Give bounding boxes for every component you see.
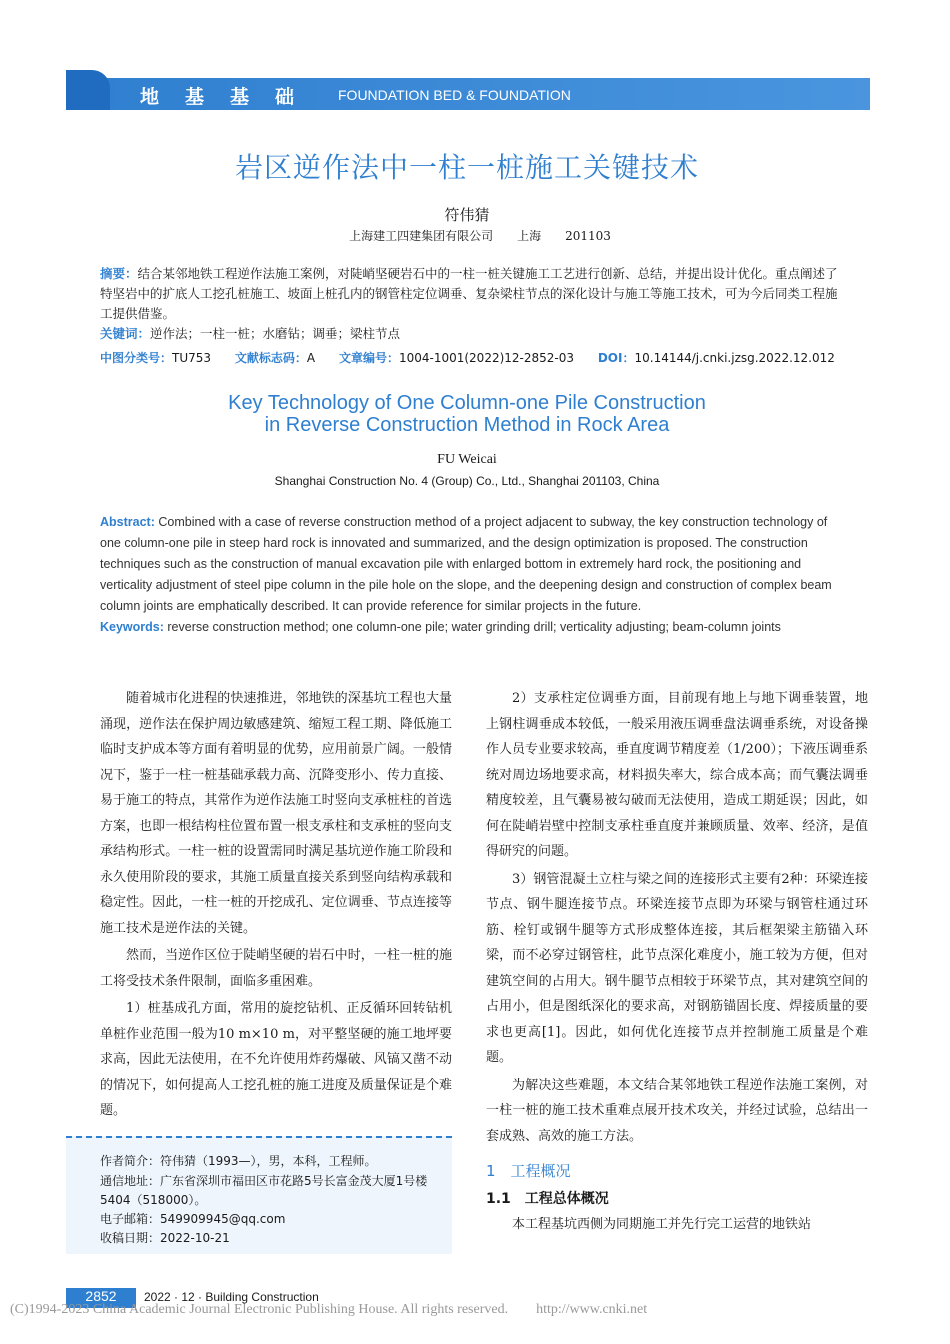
page-number: 2852 — [66, 1288, 136, 1308]
keywords-zh-label: 关键词： — [100, 326, 151, 341]
body-paragraph: 2）支承柱定位调垂方面，目前现有地上与地下调垂装置，地上钢柱调垂成本较低，一般采用液压调垂盘法调垂系统，对设备操作人员专业要求较高，垂直度调节精度差（1/200）；下液压调垂系统对周边场地要求高，材料损失率大，综合成本高；而气囊法调垂精度较差，且气囊易被勾破而无法使用，造成工期延误；因此，如何在陡峭岩壁中控制支承柱垂直度并兼顾质量、效率、经济，是值得研究的问题。 — [486, 691, 868, 859]
english-title-line1: Key Technology of One Column-one Pile Construction — [228, 392, 706, 414]
body-paragraph: 本工程基坑西侧为同期施工并先行完工运营的地铁站 — [512, 1217, 812, 1232]
body-paragraph: 1）桩基成孔方面，常用的旋挖钻机、正反循环回转钻机单桩作业范围一般为10 m×10 m，对平整坚硬的施工地坪要求高，因此无法使用，在不允许使用炸药爆破、风镐又凿不动的情况下，如何提高人工挖孔桩的施工进度及质量保证是个难题。 — [100, 1001, 452, 1118]
author-name: 符伟猜 — [444, 206, 490, 224]
body-paragraph: 3）钢管混凝土立柱与梁之间的连接形式主要有2种：环梁连接节点、钢牛腿连接节点。环梁连接节点即为环梁与钢管柱通过环筋、栓钉或钢牛腿等方式形成整体连接，其后框架梁主筋锚入环梁，而不必穿过钢管柱，此节点深化难度小，施工较为方便，但对建筑空间的占用大。钢牛腿节点相较于环梁节点，其对建筑空间的占用小，但是图纸深化的要求高，对钢筋锚固长度、焊接质量的要求也更高[1]。因此，如何优化连接节点并控制施工质量是个难题。 — [486, 871, 868, 1065]
clc-label: 中图分类号： — [100, 351, 173, 365]
article-no-value: 1004-1001(2022)12-2852-03 — [398, 351, 575, 365]
author-note-box — [66, 1136, 452, 1254]
section-title-en: FOUNDATION BED & FOUNDATION — [338, 87, 571, 103]
author-address: 通信地址：广东省深圳市福田区市花路5号长富金茂大厦1号楼5404（518000）。 — [100, 1174, 428, 1207]
journal-footer: 2022 · 12 · Building Construction — [144, 1290, 319, 1304]
paper-title: 岩区逆作法中一柱一桩施工关键技术 — [234, 151, 699, 184]
clc-value: TU753 — [172, 351, 212, 365]
section-header-tab — [66, 70, 110, 110]
english-author: FU Weicai — [437, 452, 497, 467]
doi-label: DOI： — [597, 351, 635, 365]
abstract-zh-label: 摘要： — [100, 266, 138, 281]
body-paragraph: 然而，当逆作区位于陡峭坚硬的岩石中时，一柱一桩的施工将受技术条件限制，面临多重困难。 — [100, 948, 452, 989]
article-no-label: 文章编号： — [338, 351, 399, 365]
keywords-en-label: Keywords: — [100, 620, 164, 634]
section-title-zh: 地基基础 — [140, 86, 321, 108]
author-bio: 作者简介：符伟猜（1993—），男，本科，工程师。 — [100, 1154, 377, 1168]
english-affiliation: Shanghai Construction No. 4 (Group) Co., Ltd., Shanghai 201103, China — [274, 474, 660, 488]
doc-code-value: A — [306, 351, 316, 365]
body-column-right — [486, 686, 868, 1240]
keywords-zh-text: 逆作法；一柱一桩；水磨钻；调垂；梁柱节点 — [150, 326, 401, 341]
abstract-zh — [100, 264, 840, 344]
abstract-en-text: Combined with a case of reverse construction method of a project adjacent to subway, the key construction technology of one column-one pile in steep hard rock is innovated and summarized, and the design optimization is proposed. The construction techniques such as the construction of manual excavation pile with enlarged bottom in extremely hard rock, the positioning and verticality adjustment of steel pipe column in the pile hole on the slope, and the deepening design and construction of complex beam column joints are emphatically described. It can provide reference for similar projects in the future. — [100, 515, 832, 613]
keywords-en-text: reverse construction method; one column-one pile; water grinding drill; verticality adjusting; beam-column joints — [167, 620, 781, 634]
copyright-watermark: (C)1994-2023 China Academic Journal Electronic Publishing House. All rights reserved. http://www.cnki.net — [10, 1302, 648, 1317]
english-title-line2: in Reverse Construction Method in Rock Area — [264, 414, 670, 436]
doc-code-label: 文献标志码： — [234, 351, 307, 365]
author-email[interactable]: 电子邮箱：549909945@qq.com — [100, 1212, 286, 1226]
article-meta — [100, 349, 860, 366]
doi-value[interactable]: 10.14144/j.cnki.jzsg.2022.12.012 — [634, 351, 835, 365]
english-title — [0, 392, 934, 436]
abstract-en — [100, 512, 840, 638]
body-column-left — [100, 686, 452, 1126]
abstract-en-label: Abstract: — [100, 515, 155, 529]
received-date: 收稿日期：2022-10-21 — [100, 1231, 230, 1245]
section-heading: 1 工程概况 — [486, 1162, 571, 1180]
body-paragraph: 随着城市化进程的快速推进，邻地铁的深基坑工程也大量涌现，逆作法在保护周边敏感建筑、缩短工程工期、降低施工临时支护成本等方面有着明显的优势，应用前景广阔。一般情况下，鉴于一柱一桩基础承载力高、沉降变形小、传力直接、易于施工的特点，其常作为逆作法施工时竖向支承桩柱的首选方案，也即一根结构柱位置布置一根支承柱和支承桩的竖向支承结构形式。一柱一桩的设置需同时满足基坑逆作施工阶段和永久使用阶段的要求，其施工质量直接关系到竖向结构承载和稳定性。因此，一柱一桩的开挖成孔、定位调垂、节点连接等施工技术是逆作法的关键。 — [100, 691, 452, 936]
abstract-zh-text: 结合某邻地铁工程逆作法施工案例，对陡峭坚硬岩石中的一柱一桩关键施工工艺进行创新、总结，并提出设计优化。重点阐述了特坚岩中的扩底人工挖孔桩施工、坡面上桩孔内的钢管柱定位调垂、复杂梁柱节点的深化设计与施工等施工技术，可为今后同类工程施工提供借鉴。 — [100, 266, 838, 321]
subsection-heading: 1.1 工程总体概况 — [486, 1190, 609, 1207]
author-affiliation: 上海建工四建集团有限公司 上海 201103 — [349, 229, 611, 243]
body-paragraph: 为解决这些难题，本文结合某邻地铁工程逆作法施工案例，对一柱一桩的施工技术重难点展开技术攻关，并经过试验，总结出一套成熟、高效的施工方法。 — [486, 1077, 868, 1144]
